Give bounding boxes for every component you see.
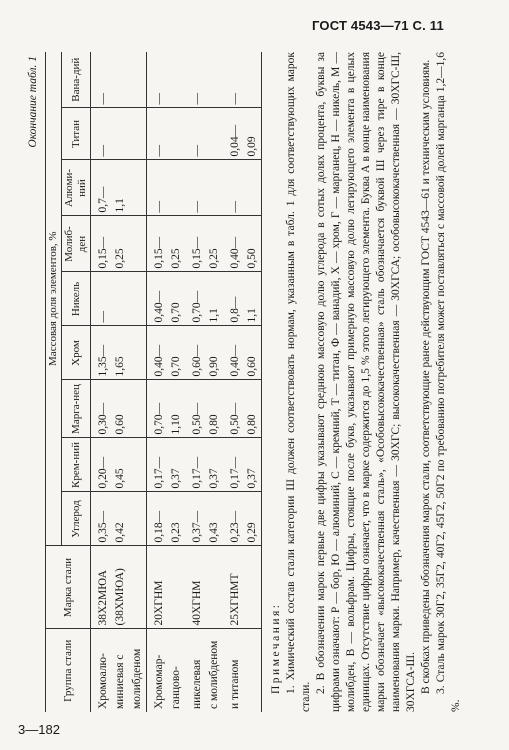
value-cell: — [147,52,169,108]
value-cell: 1,1 [206,272,223,326]
grade-cell: 40ХГНМ [185,546,206,629]
value-cell: 0,25 [206,216,223,272]
header-nickel: Никель [62,272,91,326]
value-cell: 0,70— [185,272,206,326]
rotated-content [25,52,485,712]
composition-table [45,52,262,712]
value-cell: 0,70— [147,380,169,438]
header-molybdenum: Молиб-ден [62,216,91,272]
table-row [147,52,169,712]
table-row [206,52,223,712]
value-cell: 0,29 [244,492,262,546]
header-titanium: Титан [62,108,91,160]
table-row [185,52,206,712]
table-row [91,52,113,712]
group-cell: Хромомар- [147,629,169,712]
value-cell: 1,65 [112,326,129,380]
value-cell: — [223,52,244,108]
table-row [112,52,129,712]
value-cell [206,108,223,160]
value-cell [112,108,129,160]
group-cell: с молибденом [206,629,223,712]
value-cell: 1,1 [112,160,129,216]
value-cell: 0,40— [147,272,169,326]
page-header: ГОСТ 4543—71 С. 11 [312,18,444,33]
value-cell: 0,60 [112,380,129,438]
value-cell: — [223,160,244,216]
notes-title: Примечания: [270,602,282,694]
value-cell: 0,37 [244,438,262,492]
header-carbon: Углерод [62,492,91,546]
value-cell: 0,23— [223,492,244,546]
value-cell: 0,25 [112,216,129,272]
value-cell: 0,70 [168,326,185,380]
note-item: 3. Сталь марок 30Г2, 35Г2, 40Г2, 45Г2, 50Г2 по требованию потребителя может поставляться с массовой долей марганца 1,2—1,6 %. [435,52,462,712]
note-item: 1. Химический состав стали категории Ш должен соответствовать нормам, указанным в табл. 1 для соответствующих марок стали. [285,52,312,712]
value-cell: 0,80 [244,380,262,438]
value-cell [244,160,262,216]
value-cell: 0,15— [91,216,113,272]
value-cell: 0,50 [244,216,262,272]
value-cell [168,108,185,160]
notes-section [269,52,464,712]
group-cell: молибденом [129,629,147,712]
value-cell: 0,23 [168,492,185,546]
value-cell [168,160,185,216]
value-cell: 0,50— [223,380,244,438]
value-cell: 0,04— [223,108,244,160]
value-cell: 0,7— [91,160,113,216]
value-cell: 1,35— [91,326,113,380]
value-cell [244,52,262,108]
note-item: В скобках приведены обозначения марок стали, соответствующие ранее действующим ГОСТ 4543—61 и техническим условиям. [420,59,432,694]
header-vanadium: Вана-дий [62,52,91,108]
value-cell: — [91,108,113,160]
value-cell: 0,37 [206,438,223,492]
value-cell [206,160,223,216]
value-cell: — [91,52,113,108]
value-cell: 0,35— [91,492,113,546]
value-cell: 0,50— [185,380,206,438]
note-item: 2. В обозначении марок первые две цифры указывают среднюю массовую долю углерода в сотых долях процента, буквы за цифрами означают: Р — бор, Ю — алюминий, С — кремний, Т — титан, Ф — ванадий, Х — хром, Г — марганец, Н — никель, М — молибден, В — вольфрам. Цифры, стоящие после букв, указывают примерную массовую долю легирующего элемента в целых единицах. Отсутствие цифры означает, что в марке содержится до 1,5 % этого легирующего элемента. Буква А в конце наименования марки обозначает «высококачественная сталь», «Особовысококачественная» сталь обозначается буквой Ш через тире в конце наименования марки. Например, качественная — 30ХГС; высококачественная — 30ХГСА; особовысококачественная — 30ХГС-Ш, 30ХГСА-Ш. [315,52,417,712]
value-cell: 0,17— [185,438,206,492]
value-cell: 0,15— [185,216,206,272]
value-cell: 0,90 [206,326,223,380]
table-row [244,52,262,712]
continuation-label: Окончание табл. 1 [27,56,39,148]
header-mass-fraction: Массовая доля элементов, % [46,52,62,546]
group-cell: Хромоалю- [91,629,113,712]
group-cell: и титаном [223,629,244,712]
grade-cell: 38Х2МЮА [91,546,113,629]
value-cell: 0,37— [185,492,206,546]
value-cell [112,52,129,108]
value-cell: 0,15— [147,216,169,272]
header-chromium: Хром [62,326,91,380]
value-cell [112,272,129,326]
value-cell: 0,40— [223,216,244,272]
group-cell: ганцово- [168,629,185,712]
value-cell: 0,80 [206,380,223,438]
value-cell: 0,70 [168,272,185,326]
value-cell: 0,30— [91,380,113,438]
value-cell: 0,17— [147,438,169,492]
table-row [129,52,147,712]
header-aluminium: Алюми-ний [62,160,91,216]
value-cell: 1,1 [244,272,262,326]
value-cell: 0,43 [206,492,223,546]
page-number: 3—182 [18,722,60,737]
value-cell [168,52,185,108]
value-cell: 1,10 [168,380,185,438]
group-cell: никелевая [185,629,206,712]
header-group: Группа стали [46,629,91,712]
value-cell: — [91,272,113,326]
table-row [168,52,185,712]
group-cell: миниевая с [112,629,129,712]
value-cell: 0,60— [185,326,206,380]
value-cell: 0,09 [244,108,262,160]
value-cell: 0,40— [223,326,244,380]
value-cell: — [185,108,206,160]
grade-cell: (38ХМЮА) [112,546,129,629]
value-cell: — [185,160,206,216]
header-grade: Марка стали [46,546,91,629]
value-cell: 0,40— [147,326,169,380]
grade-cell: 20ХГНМ [147,546,169,629]
value-cell: — [147,160,169,216]
header-manganese: Марга-нец [62,380,91,438]
value-cell [206,52,223,108]
value-cell: 0,20— [91,438,113,492]
value-cell: 0,37 [168,438,185,492]
value-cell: 0,25 [168,216,185,272]
value-cell: — [147,108,169,160]
value-cell: 0,18— [147,492,169,546]
grade-cell: 25ХГНМТ [223,546,244,629]
header-silicon: Крем-ний [62,438,91,492]
value-cell: — [185,52,206,108]
value-cell: 0,60 [244,326,262,380]
value-cell: 0,45 [112,438,129,492]
table-row [223,52,244,712]
value-cell: 0,8— [223,272,244,326]
value-cell: 0,42 [112,492,129,546]
value-cell: 0,17— [223,438,244,492]
